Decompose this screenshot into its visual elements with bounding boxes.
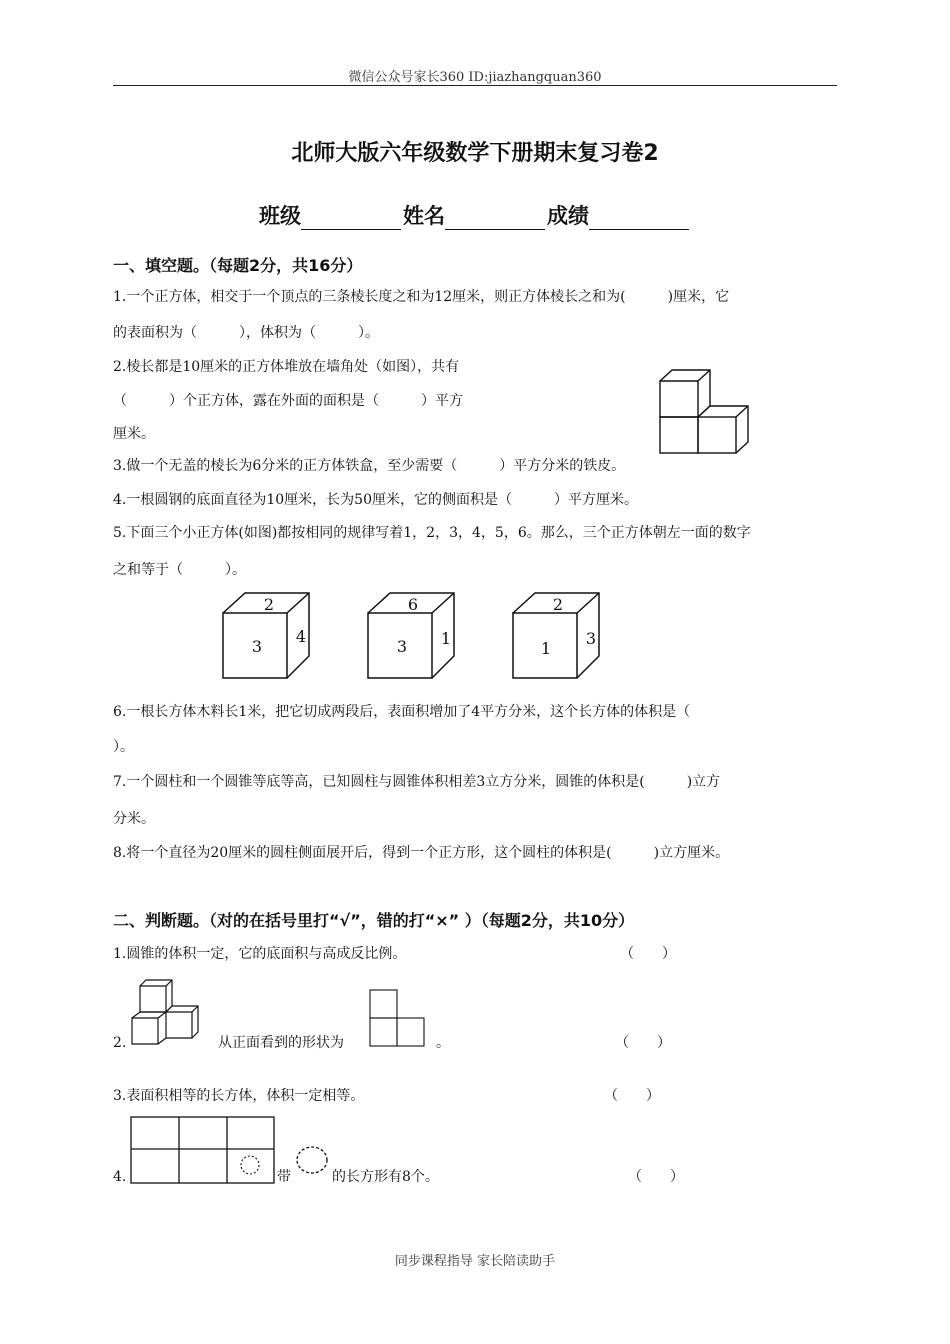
q4-text: 4.一根圆钢的底面直径为10厘米，长为50厘米，它的侧面积是（ ）平方厘米。 bbox=[113, 492, 638, 508]
class-label: 班级 bbox=[259, 204, 301, 228]
cube2-top-number: 6 bbox=[407, 595, 419, 614]
page-header: 微信公众号家长360 ID:jiazhangquan360 bbox=[348, 70, 602, 85]
j2-answer-paren[interactable]: （ ） bbox=[615, 1035, 671, 1051]
j4-number: 4. bbox=[113, 1169, 127, 1185]
j4-text: 的长方形有8个。 bbox=[332, 1169, 439, 1185]
q2-line1: 2.棱长都是10厘米的正方体堆放在墙角处（如图），共有 bbox=[113, 359, 460, 375]
stacked-cubes-figure bbox=[655, 365, 755, 457]
j3-answer-paren[interactable]: （ ） bbox=[604, 1088, 660, 1104]
cube3-top-number: 2 bbox=[552, 595, 564, 614]
cube1-top-number: 2 bbox=[263, 595, 275, 614]
j3-text: 3.表面积相等的长方体，体积一定相等。 bbox=[113, 1088, 365, 1104]
number-cubes-figure bbox=[215, 590, 615, 685]
q3-text: 3.做一个无盖的棱长为6分米的正方体铁盒，至少需要（ ）平方分米的铁皮。 bbox=[113, 458, 626, 474]
q1-line1: 1.一个正方体，相交于一个顶点的三条棱长度之和为12厘米，则正方体棱长之和为( )厘米，它 bbox=[113, 289, 730, 305]
cube3-side-number: 3 bbox=[585, 629, 597, 648]
q7-line1: 7.一个圆柱和一个圆锥等底等高，已知圆柱与圆锥体积相差3立方分米，圆锥的体积是( )立方 bbox=[113, 774, 721, 790]
student-info-row bbox=[0, 200, 950, 230]
j4-mid: 带 bbox=[277, 1169, 291, 1185]
j1-answer-paren[interactable]: （ ） bbox=[620, 946, 676, 962]
dashed-circle-figure bbox=[293, 1143, 333, 1179]
q6-line2: ）。 bbox=[113, 739, 134, 755]
section1-heading: 一、填空题。（每题2分，共16分） bbox=[113, 256, 363, 275]
q5-line2: 之和等于（ ）。 bbox=[113, 562, 246, 578]
q8-text: 8.将一个直径为20厘米的圆柱侧面展开后，得到一个正方形，这个圆柱的体积是( )立方厘米。 bbox=[113, 845, 730, 861]
j2-number: 2. bbox=[113, 1035, 127, 1051]
header-rule bbox=[113, 85, 837, 86]
score-blank[interactable] bbox=[589, 209, 689, 230]
cube1-front-number: 3 bbox=[251, 637, 263, 656]
q6-line1: 6.一根长方体木料长1米，把它切成两段后，表面积增加了4平方分米，这个长方体的体积是（ bbox=[113, 704, 691, 720]
j2-end: 。 bbox=[436, 1035, 450, 1051]
cube1-side-number: 4 bbox=[295, 627, 307, 646]
q7-line2: 分米。 bbox=[113, 811, 155, 827]
three-cubes-figure bbox=[128, 978, 212, 1048]
name-blank[interactable] bbox=[445, 209, 545, 230]
front-view-figure bbox=[368, 988, 428, 1050]
cube3-front-number: 1 bbox=[540, 639, 552, 658]
q1-line2: 的表面积为（ ），体积为（ ）。 bbox=[113, 325, 379, 341]
j2-text: 从正面看到的形状为 bbox=[218, 1035, 344, 1051]
score-label: 成绩 bbox=[547, 204, 589, 228]
grid-rectangle-figure bbox=[128, 1114, 278, 1186]
page-footer: 同步课程指导 家长陪读助手 bbox=[394, 1254, 556, 1269]
cube2-front-number: 3 bbox=[396, 637, 408, 656]
name-label: 姓名 bbox=[403, 204, 445, 228]
cube2-side-number: 1 bbox=[440, 629, 452, 648]
class-blank[interactable] bbox=[301, 209, 401, 230]
section2-heading: 二、判断题。（对的在括号里打“√”，错的打“×” ）（每题2分，共10分） bbox=[113, 911, 635, 930]
j4-answer-paren[interactable]: （ ） bbox=[628, 1169, 684, 1185]
q2-line3: 厘米。 bbox=[113, 426, 155, 442]
q2-line2: （ ）个正方体，露在外面的面积是（ ）平方 bbox=[113, 393, 463, 409]
page-title: 北师大版六年级数学下册期末复习卷2 bbox=[291, 141, 659, 166]
q5-line1: 5.下面三个小正方体(如图)都按相同的规律写着1，2，3，4，5，6。那么，三个正方体朝左一面的数字 bbox=[113, 525, 751, 541]
j1-text: 1.圆锥的体积一定，它的底面积与高成反比例。 bbox=[113, 946, 407, 962]
